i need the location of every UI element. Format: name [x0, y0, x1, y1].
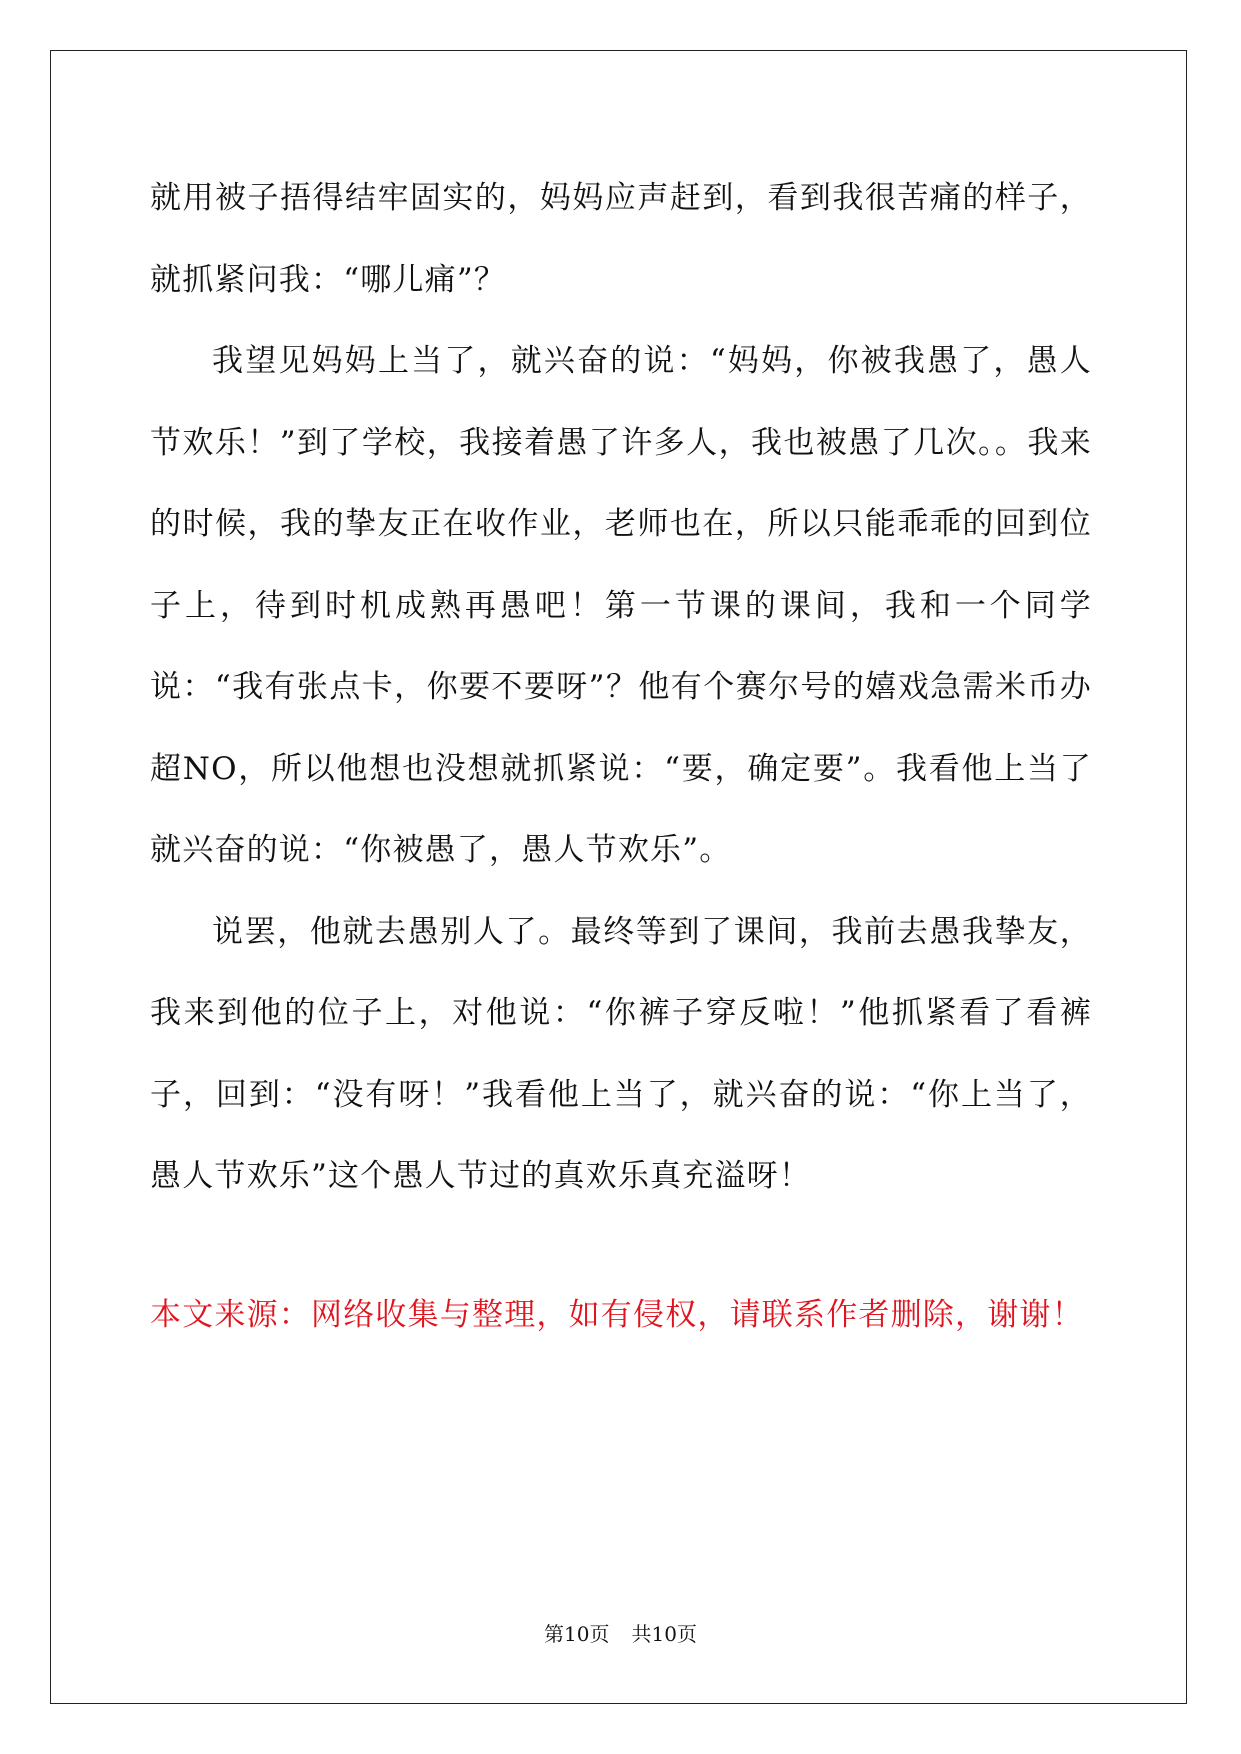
total-page-count: 共10页 [631, 1622, 697, 1646]
paragraph-1: 就用被子捂得结牢固实的，妈妈应声赶到，看到我很苦痛的样子，就抓紧问我：“哪儿痛”？ [150, 180, 1092, 298]
paragraph-2: 我望见妈妈上当了，就兴奋的说：“妈妈，你被我愚了，愚人节欢乐！”到了学校，我接着愚了许多人，我也被愚了几次。。我来的时候，我的挚友正在收作业，老师也在，所以只能乖乖的回到位子上，待到时机成熟再愚吧！第一节课的课间，我和一个同学说：“我有张点卡，你要不要呀”？他有个赛尔号的嬉戏急需米币办超NO，所以他想也没想就抓紧说：“要，确定要”。我看他上当了就兴奋的说：“你被愚了，愚人节欢乐”。 [150, 343, 1092, 868]
current-page-number: 第10页 [544, 1622, 610, 1646]
source-note: 本文来源：网络收集与整理，如有侵权，请联系作者删除，谢谢！ [150, 1297, 1084, 1333]
page-footer [0, 1618, 1241, 1647]
paragraph-3: 说罢，他就去愚别人了。最终等到了课间，我前去愚我挚友，我来到他的位子上，对他说：“你裤子穿反啦！”他抓紧看了看裤子，回到：“没有呀！”我看他上当了，就兴奋的说：“你上当了，愚人节欢乐”这个愚人节过的真欢乐真充溢呀！ [150, 913, 1092, 1194]
document-body [150, 158, 1092, 1218]
